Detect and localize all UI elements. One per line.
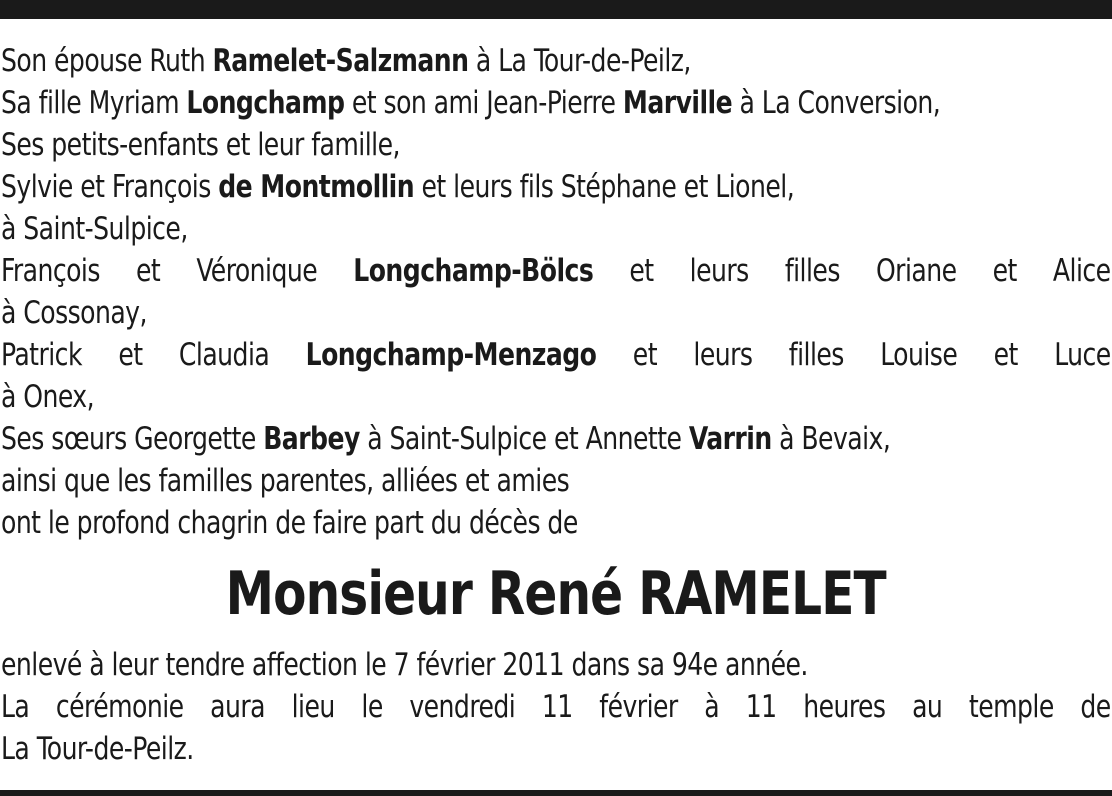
closing-line-2: La cérémonie aura lieu le vendredi 11 février à 11 heures au temple de (1, 689, 1111, 725)
notice-line-4: Sylvie et François de Montmollin et leurs fils Stéphane et Lionel, (1, 169, 795, 205)
family-name: Longchamp (186, 85, 345, 121)
notice-line-12: ont le profond chagrin de faire part du décès de (1, 505, 578, 541)
notice-line-5: à Saint-Sulpice, (1, 211, 188, 247)
notice-line-7: à Cossonay, (1, 295, 147, 331)
notice-line-3: Ses petits-enfants et leur famille, (1, 127, 400, 163)
family-name: Barbey (263, 421, 360, 457)
family-name: Ramelet-Salzmann (212, 43, 469, 79)
notice-line-8: Patrick et Claudia Longchamp-Menzago et leurs filles Louise et Luce (1, 334, 1111, 376)
notice-line-9: à Onex, (1, 379, 95, 415)
bottom-rule (0, 790, 1112, 796)
death-notice (1, 40, 1111, 770)
closing-line-1: enlevé à leur tendre affection le 7 février 2011 dans sa 94e année. (1, 647, 808, 683)
family-name: Varrin (688, 421, 772, 457)
family-name: Longchamp-Menzago (305, 337, 597, 373)
deceased-name: Monsieur René RAMELET (225, 559, 887, 629)
top-rule (0, 0, 1112, 19)
notice-line-2: Sa fille Myriam Longchamp et son ami Jean-Pierre Marville à La Conversion, (1, 85, 941, 121)
family-name: de Montmollin (218, 169, 415, 205)
family-name: Longchamp-Bölcs (353, 253, 594, 289)
closing-line-3: La Tour-de-Peilz. (1, 731, 194, 767)
notice-line-1: Son épouse Ruth Ramelet-Salzmann à La Tour-de-Peilz, (1, 43, 691, 79)
notice-line-6: François et Véronique Longchamp-Bölcs et leurs filles Oriane et Alice (1, 250, 1111, 292)
notice-line-11: ainsi que les familles parentes, alliées et amies (1, 463, 570, 499)
notice-line-10: Ses sœurs Georgette Barbey à Saint-Sulpice et Annette Varrin à Bevaix, (1, 421, 891, 457)
family-name: Marville (622, 85, 733, 121)
